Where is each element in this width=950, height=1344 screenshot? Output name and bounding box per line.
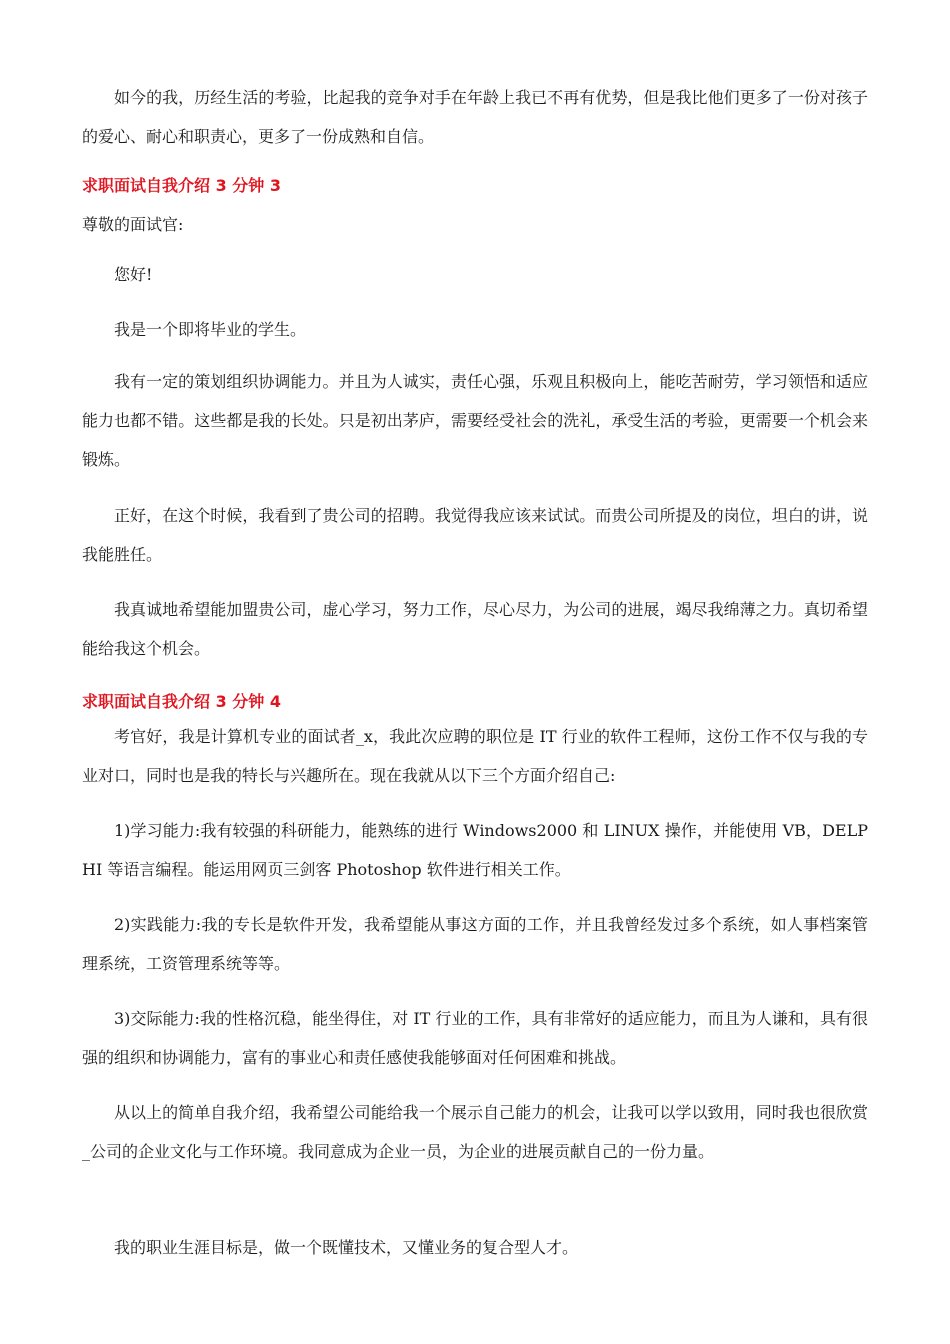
paragraph: 我的职业生涯目标是，做一个既懂技术，又懂业务的复合型人才。 <box>114 1238 579 1257</box>
paragraph: 正好，在这个时候，我看到了贵公司的招聘。我觉得我应该来试试。而贵公司所提及的岗位，坦白的讲，说我能胜任。 <box>82 506 868 564</box>
paragraph: 我是一个即将毕业的学生。 <box>114 320 307 339</box>
paragraph: 如今的我，历经生活的考验，比起我的竞争对手在年龄上我已不再有优势，但是我比他们更多了一份对孩子的爱心、耐心和职责心，更多了一份成熟和自信。 <box>82 88 868 146</box>
paragraph: 1)学习能力:我有较强的科研能力，能熟练的进行 Windows2000 和 LINUX 操作，并能使用 VB，DELPHI 等语言编程。能运用网页三剑客 Photoshop 软件进行相关工作。 <box>82 821 868 879</box>
paragraph: 2)实践能力:我的专长是软件开发，我希望能从事这方面的工作，并且我曾经发过多个系统，如人事档案管理系统，工资管理系统等等。 <box>82 915 868 973</box>
paragraph: 考官好，我是计算机专业的面试者_x，我此次应聘的职位是 IT 行业的软件工程师，这份工作不仅与我的专业对口，同时也是我的特长与兴趣所在。现在我就从以下三个方面介绍自己: <box>82 727 868 785</box>
paragraph: 3)交际能力:我的性格沉稳，能坐得住，对 IT 行业的工作，具有非常好的适应能力，而且为人谦和，具有很强的组织和协调能力，富有的事业心和责任感使我能够面对任何困难和挑战。 <box>82 1009 868 1067</box>
paragraph: 我真诚地希望能加盟贵公司，虚心学习，努力工作，尽心尽力，为公司的进展，竭尽我绵薄之力。真切希望能给我这个机会。 <box>82 600 868 658</box>
section-heading-3: 求职面试自我介绍 3 分钟 3 <box>82 176 281 195</box>
section-heading-4: 求职面试自我介绍 3 分钟 4 <box>82 692 281 711</box>
paragraph: 从以上的简单自我介绍，我希望公司能给我一个展示自己能力的机会，让我可以学以致用，同时我也很欣赏_公司的企业文化与工作环境。我同意成为企业一员，为企业的进展贡献自己的一份力量。 <box>82 1103 868 1161</box>
greeting: 您好! <box>114 265 153 284</box>
paragraph: 我有一定的策划组织协调能力。并且为人诚实，责任心强，乐观且积极向上，能吃苦耐劳，学习领悟和适应能力也都不错。这些都是我的长处。只是初出茅庐，需要经受社会的洗礼，承受生活的考验，更需要一个机会来锻炼。 <box>82 372 868 469</box>
salutation: 尊敬的面试官: <box>82 215 184 234</box>
